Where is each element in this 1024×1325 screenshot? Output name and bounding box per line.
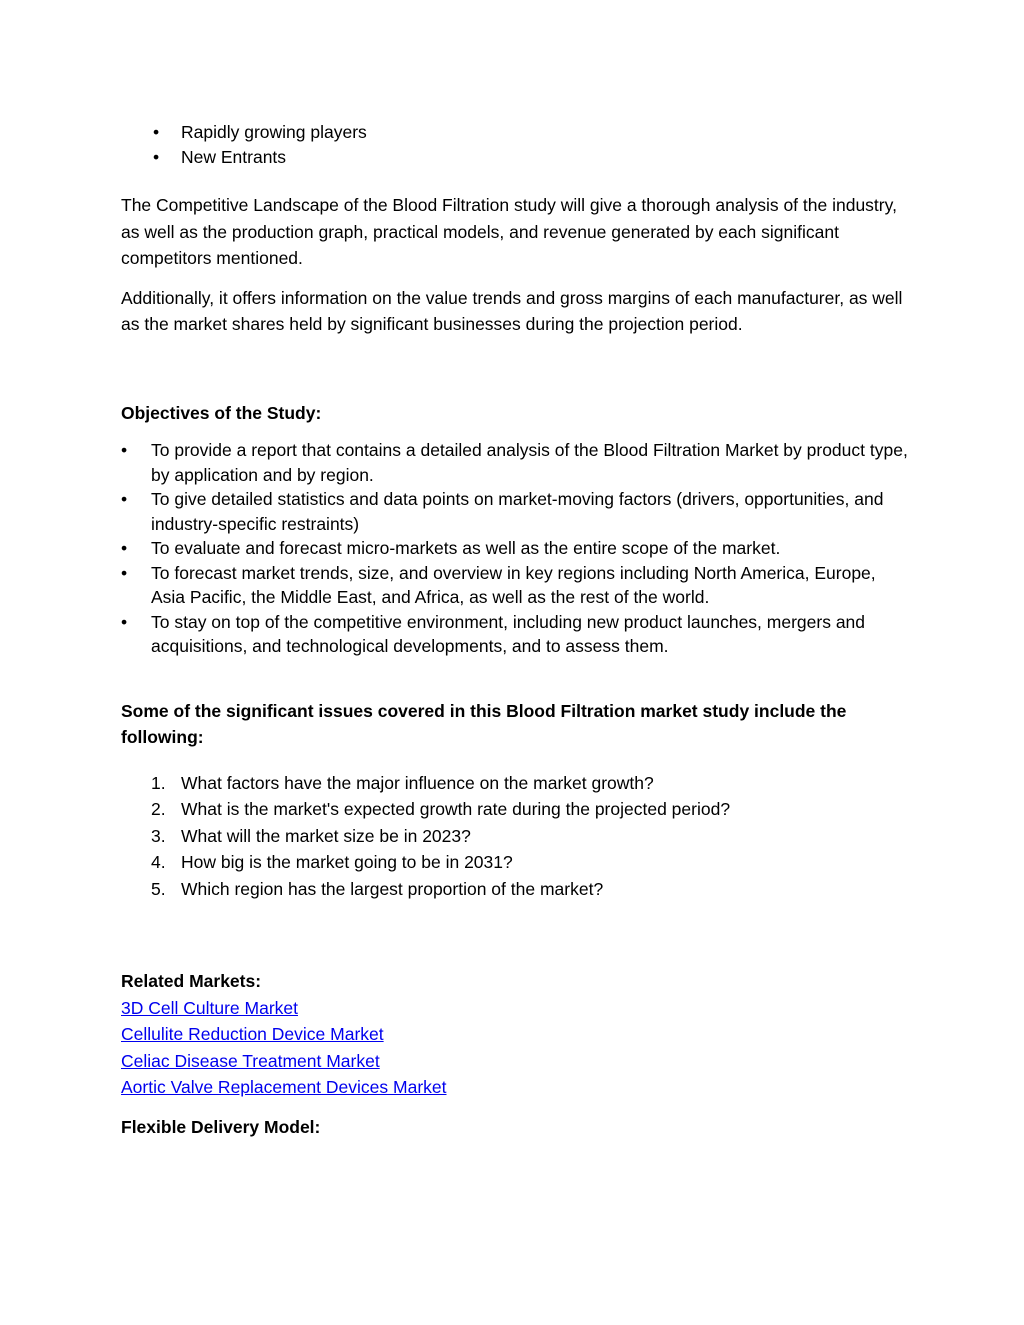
list-item [121, 145, 911, 170]
link-3d-cell-culture-market[interactable]: 3D Cell Culture Market [121, 997, 298, 1018]
list-item [121, 120, 911, 145]
list-item-text: To provide a report that contains a detailed analysis of the Blood Filtration Market by product type, by application and by region. [151, 440, 908, 485]
value-trends-paragraph: Additionally, it offers information on the value trends and gross margins of each manufacturer, as well as the market shares held by significant businesses during the projection period. [121, 287, 903, 334]
list-item [121, 849, 911, 876]
bullet-icon: • [121, 489, 128, 509]
related-markets-heading: Related Markets: [121, 971, 262, 991]
flexible-delivery-heading: Flexible Delivery Model: [121, 1116, 321, 1137]
issues-heading: Some of the significant issues covered in this Blood Filtration market study include the following: [121, 700, 847, 747]
list-item-text: Rapidly growing players [181, 122, 367, 142]
bullet-icon: • [121, 611, 128, 632]
list-item-text: Which region has the largest proportion of the market? [181, 878, 604, 899]
link-cellulite-reduction-device-market[interactable]: Cellulite Reduction Device Market [121, 1024, 384, 1044]
competitive-landscape-paragraph: The Competitive Landscape of the Blood Filtration study will give a thorough analysis of the industry, as well as the production graph, practical models, and revenue generated by each significant competitors mentioned. [121, 195, 897, 268]
issues-list [121, 770, 911, 903]
bullet-icon: • [121, 562, 128, 583]
bullet-icon: • [121, 538, 128, 558]
list-item [121, 487, 911, 536]
list-item [121, 770, 911, 797]
list-item-text: What factors have the major influence on the market growth? [181, 772, 654, 793]
list-number: 1. [151, 772, 166, 793]
list-item [121, 610, 911, 659]
list-item-text: To stay on top of the competitive environment, including new product launches, mergers and acquisitions, and technological developments, and to assess them. [151, 611, 866, 656]
list-item-text: To give detailed statistics and data points on market-moving factors (drivers, opportunities, and industry-specific restraints) [151, 489, 884, 534]
list-item-text: What is the market's expected growth rate during the projected period? [181, 799, 731, 819]
bullet-icon: • [153, 146, 160, 167]
list-item [121, 823, 911, 850]
link-celiac-disease-treatment-market[interactable]: Celiac Disease Treatment Market [121, 1050, 380, 1071]
objectives-heading: Objectives of the Study: [121, 402, 322, 423]
list-item-text: To forecast market trends, size, and overview in key regions including North America, Europe, Asia Pacific, the Middle East, and Africa, as well as the rest of the world. [151, 562, 876, 607]
document-content [121, 120, 911, 1140]
list-item-text: To evaluate and forecast micro-markets as well as the entire scope of the market. [151, 538, 781, 558]
list-item-text: New Entrants [181, 146, 287, 167]
bullet-icon: • [121, 440, 128, 460]
link-aortic-valve-replacement-devices-market[interactable]: Aortic Valve Replacement Devices Market [121, 1077, 447, 1097]
player-type-list [121, 120, 911, 169]
list-item [121, 536, 911, 561]
list-number: 3. [151, 825, 166, 846]
list-item [121, 561, 911, 610]
list-item [121, 876, 911, 903]
list-item-text: How big is the market going to be in 2031? [181, 852, 513, 872]
list-number: 2. [151, 799, 166, 819]
related-markets-links [121, 995, 911, 1101]
bullet-icon: • [153, 122, 160, 142]
list-number: 5. [151, 878, 166, 899]
list-item [121, 796, 911, 823]
list-item [121, 438, 911, 487]
objectives-list [121, 438, 911, 659]
list-number: 4. [151, 852, 166, 872]
list-item-text: What will the market size be in 2023? [181, 825, 471, 846]
